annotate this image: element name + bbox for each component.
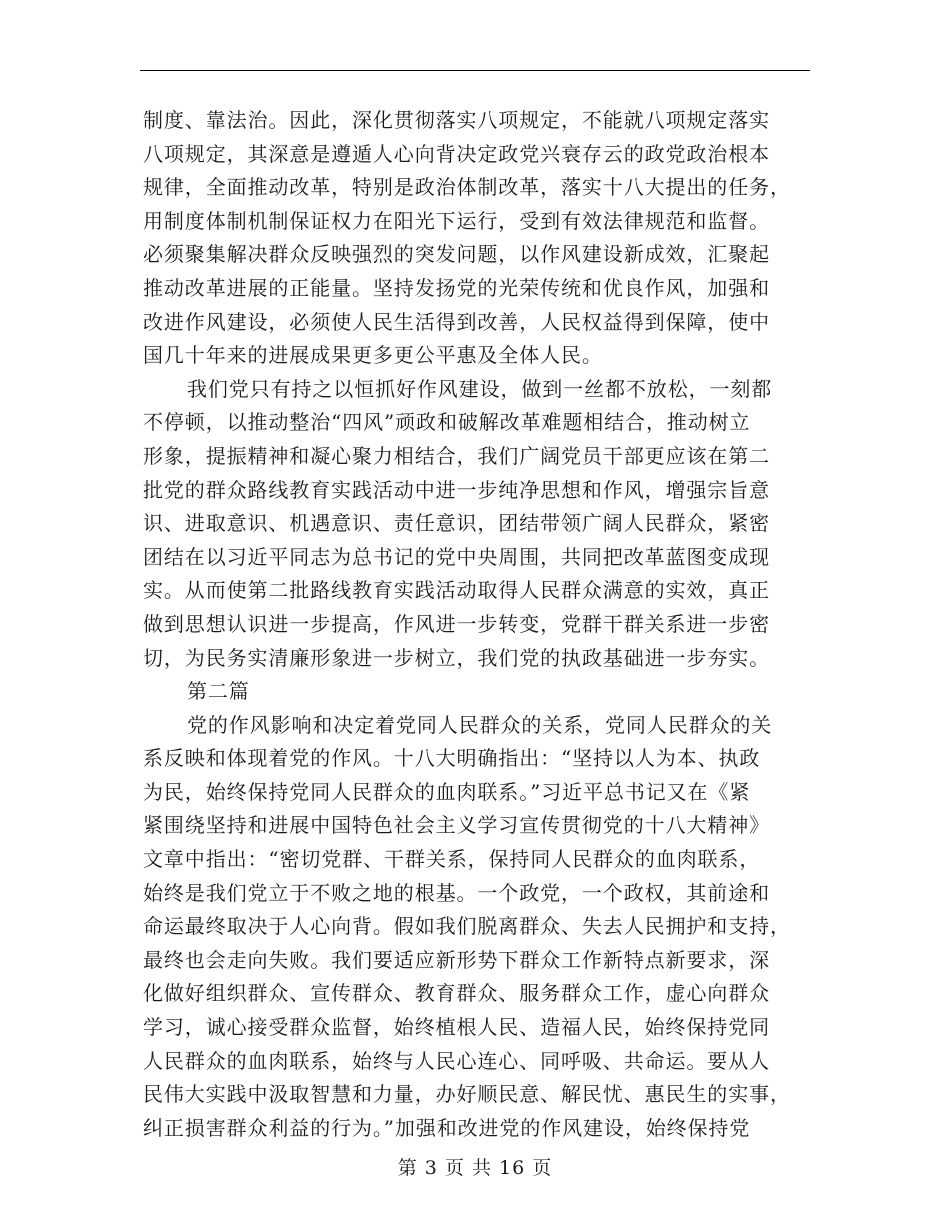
- text-line: 为民，始终保持党同人民群众的血肉联系。”习近平总书记又在《紧: [143, 779, 751, 804]
- text-line: 制度、靠法治。因此，深化贯彻落实八项规定，不能就八项规定落实: [143, 108, 770, 132]
- body-text: [143, 104, 798, 1145]
- text-line: 最终也会走向失败。我们要适应新形势下群众工作新特点新要求，深: [143, 947, 770, 972]
- header-rule: [140, 70, 810, 71]
- text-line: 学习，诚心接受群众监督，始终植根人民、造福人民，始终保持党同: [143, 1015, 770, 1040]
- text-line: 文章中指出：“密切党群、干群关系，保持同人民群众的血肉联系，: [143, 847, 761, 872]
- text-line: 党的作风影响和决定着党同人民群众的关系，党同人民群众的关: [187, 712, 773, 737]
- text-line: 批党的群众路线教育实践活动中进一步纯净思想和作风，增强宗旨意: [143, 477, 770, 502]
- text-line: 紧围绕坚持和进展中国特色社会主义学习宣传贯彻党的十八大精神》: [143, 813, 770, 838]
- text-line: 国几十年来的进展成果更多更公平惠及全体人民。: [143, 343, 603, 368]
- text-line: 八项规定，其深意是遵遁人心向背决定政党兴衰存云的政党政治根本: [143, 141, 770, 166]
- text-line: 做到思想认识进一步提高，作风进一步转变，党群干群关系进一步密: [143, 611, 770, 636]
- text-line: 命运最终取决于人心向背。假如我们脱离群众、失去人民拥护和支持，: [143, 914, 791, 939]
- text-line: 必须聚集解决群众反映强烈的突发问题，以作风建设新成效，汇聚起: [143, 242, 770, 267]
- text-line: 人民群众的血肉联系，始终与人民心连心、同呼吸、共命运。要从人: [143, 1048, 770, 1073]
- text-line: 规律，全面推动改革，特别是政治体制改革，落实十八大提出的任务，: [143, 175, 791, 200]
- text-line: 系反映和体现着党的作风。十八大明确指出：“坚持以人为本、执政: [143, 746, 761, 771]
- text-line: 民伟大实践中汲取智慧和力量，办好顺民意、解民忧、惠民生的实事，: [143, 1082, 791, 1107]
- text-line: 化做好组织群众、宣传群众、教育群众、服务群众工作，虚心向群众: [143, 981, 770, 1006]
- text-line: 推动改革进展的正能量。坚持发扬党的光荣传统和优良作风，加强和: [143, 275, 770, 300]
- text-line: 识、进取意识、机遇意识、责任意识，团结带领广阔人民群众，紧密: [143, 511, 770, 536]
- text-line: 纠正损害群众利益的行为。”加强和改进党的作风建设，始终保持党: [143, 1115, 751, 1140]
- text-line: 团结在以习近平同志为总书记的党中央周围，共同把改革蓝图变成现: [143, 544, 770, 569]
- text-line: 我们党只有持之以恒抓好作风建设，做到一丝都不放松，一刻都: [187, 376, 773, 401]
- text-line: 切，为民务实清廉形象进一步树立，我们党的执政基础进一步夯实。: [143, 645, 770, 670]
- text-line: 形象，提振精神和凝心聚力相结合，我们广阔党员干部更应该在第二: [143, 443, 770, 468]
- text-line: 第二篇: [187, 679, 250, 704]
- page-footer: 第 3 页 共 16 页: [397, 1157, 553, 1179]
- text-line: 实。从而使第二批路线教育实践活动取得人民群众满意的实效，真正: [143, 578, 770, 603]
- text-line: 改进作风建设，必须使人民生活得到改善，人民权益得到保障，使中: [143, 309, 770, 334]
- text-line: 用制度体制机制保证权力在阳光下运行，受到有效法律规范和监督。: [143, 208, 770, 233]
- text-line: 始终是我们党立于不败之地的根基。一个政党，一个政权，其前途和: [143, 880, 770, 905]
- text-line: 不停顿，以推动整治“四风”顽政和破解改革难题相结合，推动树立: [143, 410, 751, 435]
